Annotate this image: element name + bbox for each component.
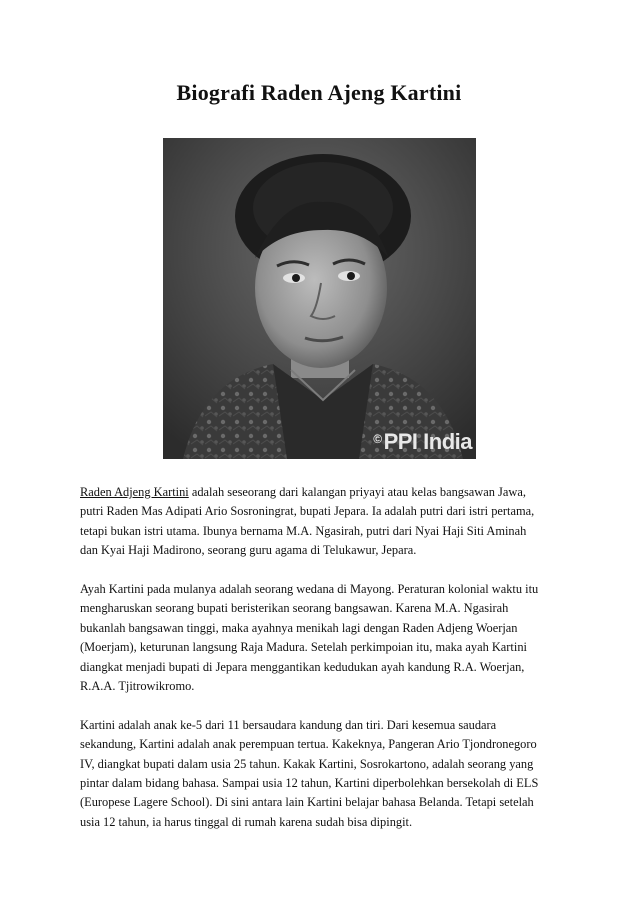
paragraph-line: IV, diangkat bupati dalam usia 25 tahun. Kakak Kartini, Sosrokartono, adalah seorang yang: [80, 756, 534, 771]
watermark-label: PPI India: [383, 429, 472, 454]
paragraph-line: Kartini adalah anak ke-5 dari 11 bersaudara kandung dan tiri. Dari kesemua saudara: [80, 717, 497, 732]
paragraph-line: sekandung, Kartini adalah anak perempuan tertua. Kakeknya, Pangeran Ario Tjondronegoro: [80, 737, 537, 752]
paragraph-line: diangkat menjadi bupati di Jepara menggantikan kedudukan ayah kandung R.A. Woerjan,: [80, 659, 525, 674]
paragraph-line: Ayah Kartini pada mulanya adalah seorang wedana di Mayong. Peraturan kolonial waktu itu: [80, 582, 539, 597]
paragraph-line: [80, 483, 560, 502]
paragraph-line: (Moerjam), keturunan langsung Raja Madura. Setelah perkimpoian itu, maka ayah Kartini: [80, 640, 527, 655]
image-watermark: [373, 429, 472, 455]
paragraph-line: mengharuskan seorang bupati beristerikan seorang bangsawan. Karena M.A. Ngasirah: [80, 601, 509, 616]
paragraph-2: [80, 580, 560, 696]
document-title: Biografi Raden Ajeng Kartini: [176, 80, 462, 105]
paragraph-line: (Europese Lagere School). Di sini antara lain Kartini belajar bahasa Belanda. Tetapi setelah: [80, 795, 534, 810]
paragraph-line: dan Kyai Haji Madirono, seorang guru agama di Telukawur, Jepara.: [80, 543, 417, 558]
paragraph-line: usia 12 tahun, ia harus tinggal di rumah karena sudah bisa dipingit.: [80, 814, 413, 829]
paragraph-line: putri Raden Mas Adipati Ario Sosroningrat, bupati Jepara. Ia adalah putri dari istri pertama,: [80, 504, 535, 519]
copyright-icon: ©: [373, 432, 382, 446]
biography-body: [80, 483, 560, 852]
paragraph-3: [80, 716, 560, 832]
subject-name-link: Raden Adjeng Kartini: [80, 485, 189, 499]
paragraph-1: [80, 483, 560, 561]
portrait-illustration: [163, 138, 476, 459]
paragraph-line: bukanlah bangsawan tinggi, maka ayahnya menikah lagi dengan Raden Adjeng Woerjan: [80, 620, 518, 635]
paragraph-line: tetapi bukan istri utama. Ibunya bernama M.A. Ngasirah, putri dari Nyai Haji Siti Aminah: [80, 523, 527, 538]
paragraph-line: pintar dalam bidang bahasa. Sampai usia 12 tahun, Kartini diperbolehkan bersekolah di ELS: [80, 776, 539, 791]
line-text: adalah seseorang dari kalangan priyayi atau kelas bangsawan Jawa,: [188, 485, 526, 499]
paragraph-line: R.A.A. Tjitrowikromo.: [80, 679, 195, 694]
portrait-photo: [163, 138, 476, 459]
